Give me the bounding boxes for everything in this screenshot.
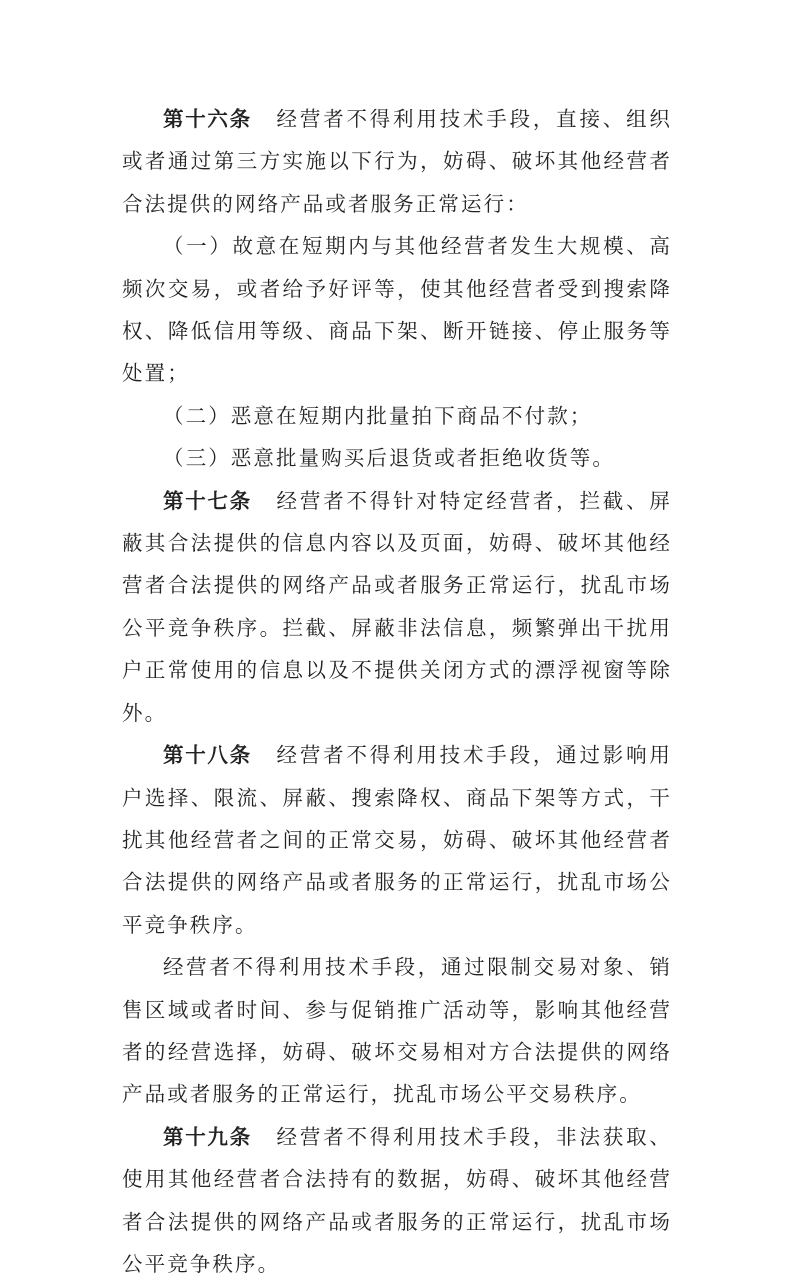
item-text: （三）恶意批量购买后退货或者拒绝收货等。 bbox=[163, 446, 615, 471]
article-text: 经营者不得利用技术手段，通过限制交易对象、销售区域或者时间、参与促销推广活动等，影响其他经营者的经营选择，妨碍、破坏交易相对方合法提供的网络产品或者服务的正常运行，扰乱市场公平交易秩序。 bbox=[122, 955, 672, 1107]
item-text: （一）故意在短期内与其他经营者发生大规模、高频次交易，或者给予好评等，使其他经营者受到搜索降权、降低信用等级、商品下架、断开链接、停止服务等处置； bbox=[122, 234, 672, 386]
article-18-paragraph-2 bbox=[122, 946, 672, 1116]
article-19 bbox=[122, 1116, 672, 1285]
article-number: 第十九条 bbox=[163, 1124, 252, 1149]
article-number: 第十八条 bbox=[163, 743, 252, 768]
item-text: （二）恶意在短期内批量拍下商品不付款； bbox=[163, 403, 593, 428]
article-number: 第十七条 bbox=[163, 488, 252, 513]
article-17 bbox=[122, 480, 672, 734]
article-16-item-3 bbox=[122, 437, 672, 479]
article-18 bbox=[122, 734, 672, 946]
article-text: 经营者不得针对特定经营者，拦截、屏蔽其合法提供的信息内容以及页面，妨碍、破坏其他经营者合法提供的网络产品或者服务正常运行，扰乱市场公平竞争秩序。拦截、屏蔽非法信息，频繁弹出干扰用户正常使用的信息以及不提供关闭方式的漂浮视窗等除外。 bbox=[122, 488, 673, 725]
article-16 bbox=[122, 98, 672, 225]
article-16-item-1 bbox=[122, 225, 672, 395]
article-number: 第十六条 bbox=[163, 107, 252, 131]
article-text: 经营者不得利用技术手段，非法获取、使用其他经营者合法持有的数据，妨碍、破坏其他经营者合法提供的网络产品或者服务的正常运行，扰乱市场公平竞争秩序。 bbox=[122, 1124, 673, 1276]
document-body bbox=[122, 98, 672, 1285]
article-16-item-2 bbox=[122, 395, 672, 437]
article-text: 经营者不得利用技术手段，通过影响用户选择、限流、屏蔽、搜索降权、商品下架等方式，干扰其他经营者之间的正常交易，妨碍、破坏其他经营者合法提供的网络产品或者服务的正常运行，扰乱市场公平竞争秩序。 bbox=[122, 743, 673, 937]
article-text: 经营者不得利用技术手段，直接、组织或者通过第三方实施以下行为，妨碍、破坏其他经营者合法提供的网络产品或者服务正常运行： bbox=[122, 107, 673, 216]
